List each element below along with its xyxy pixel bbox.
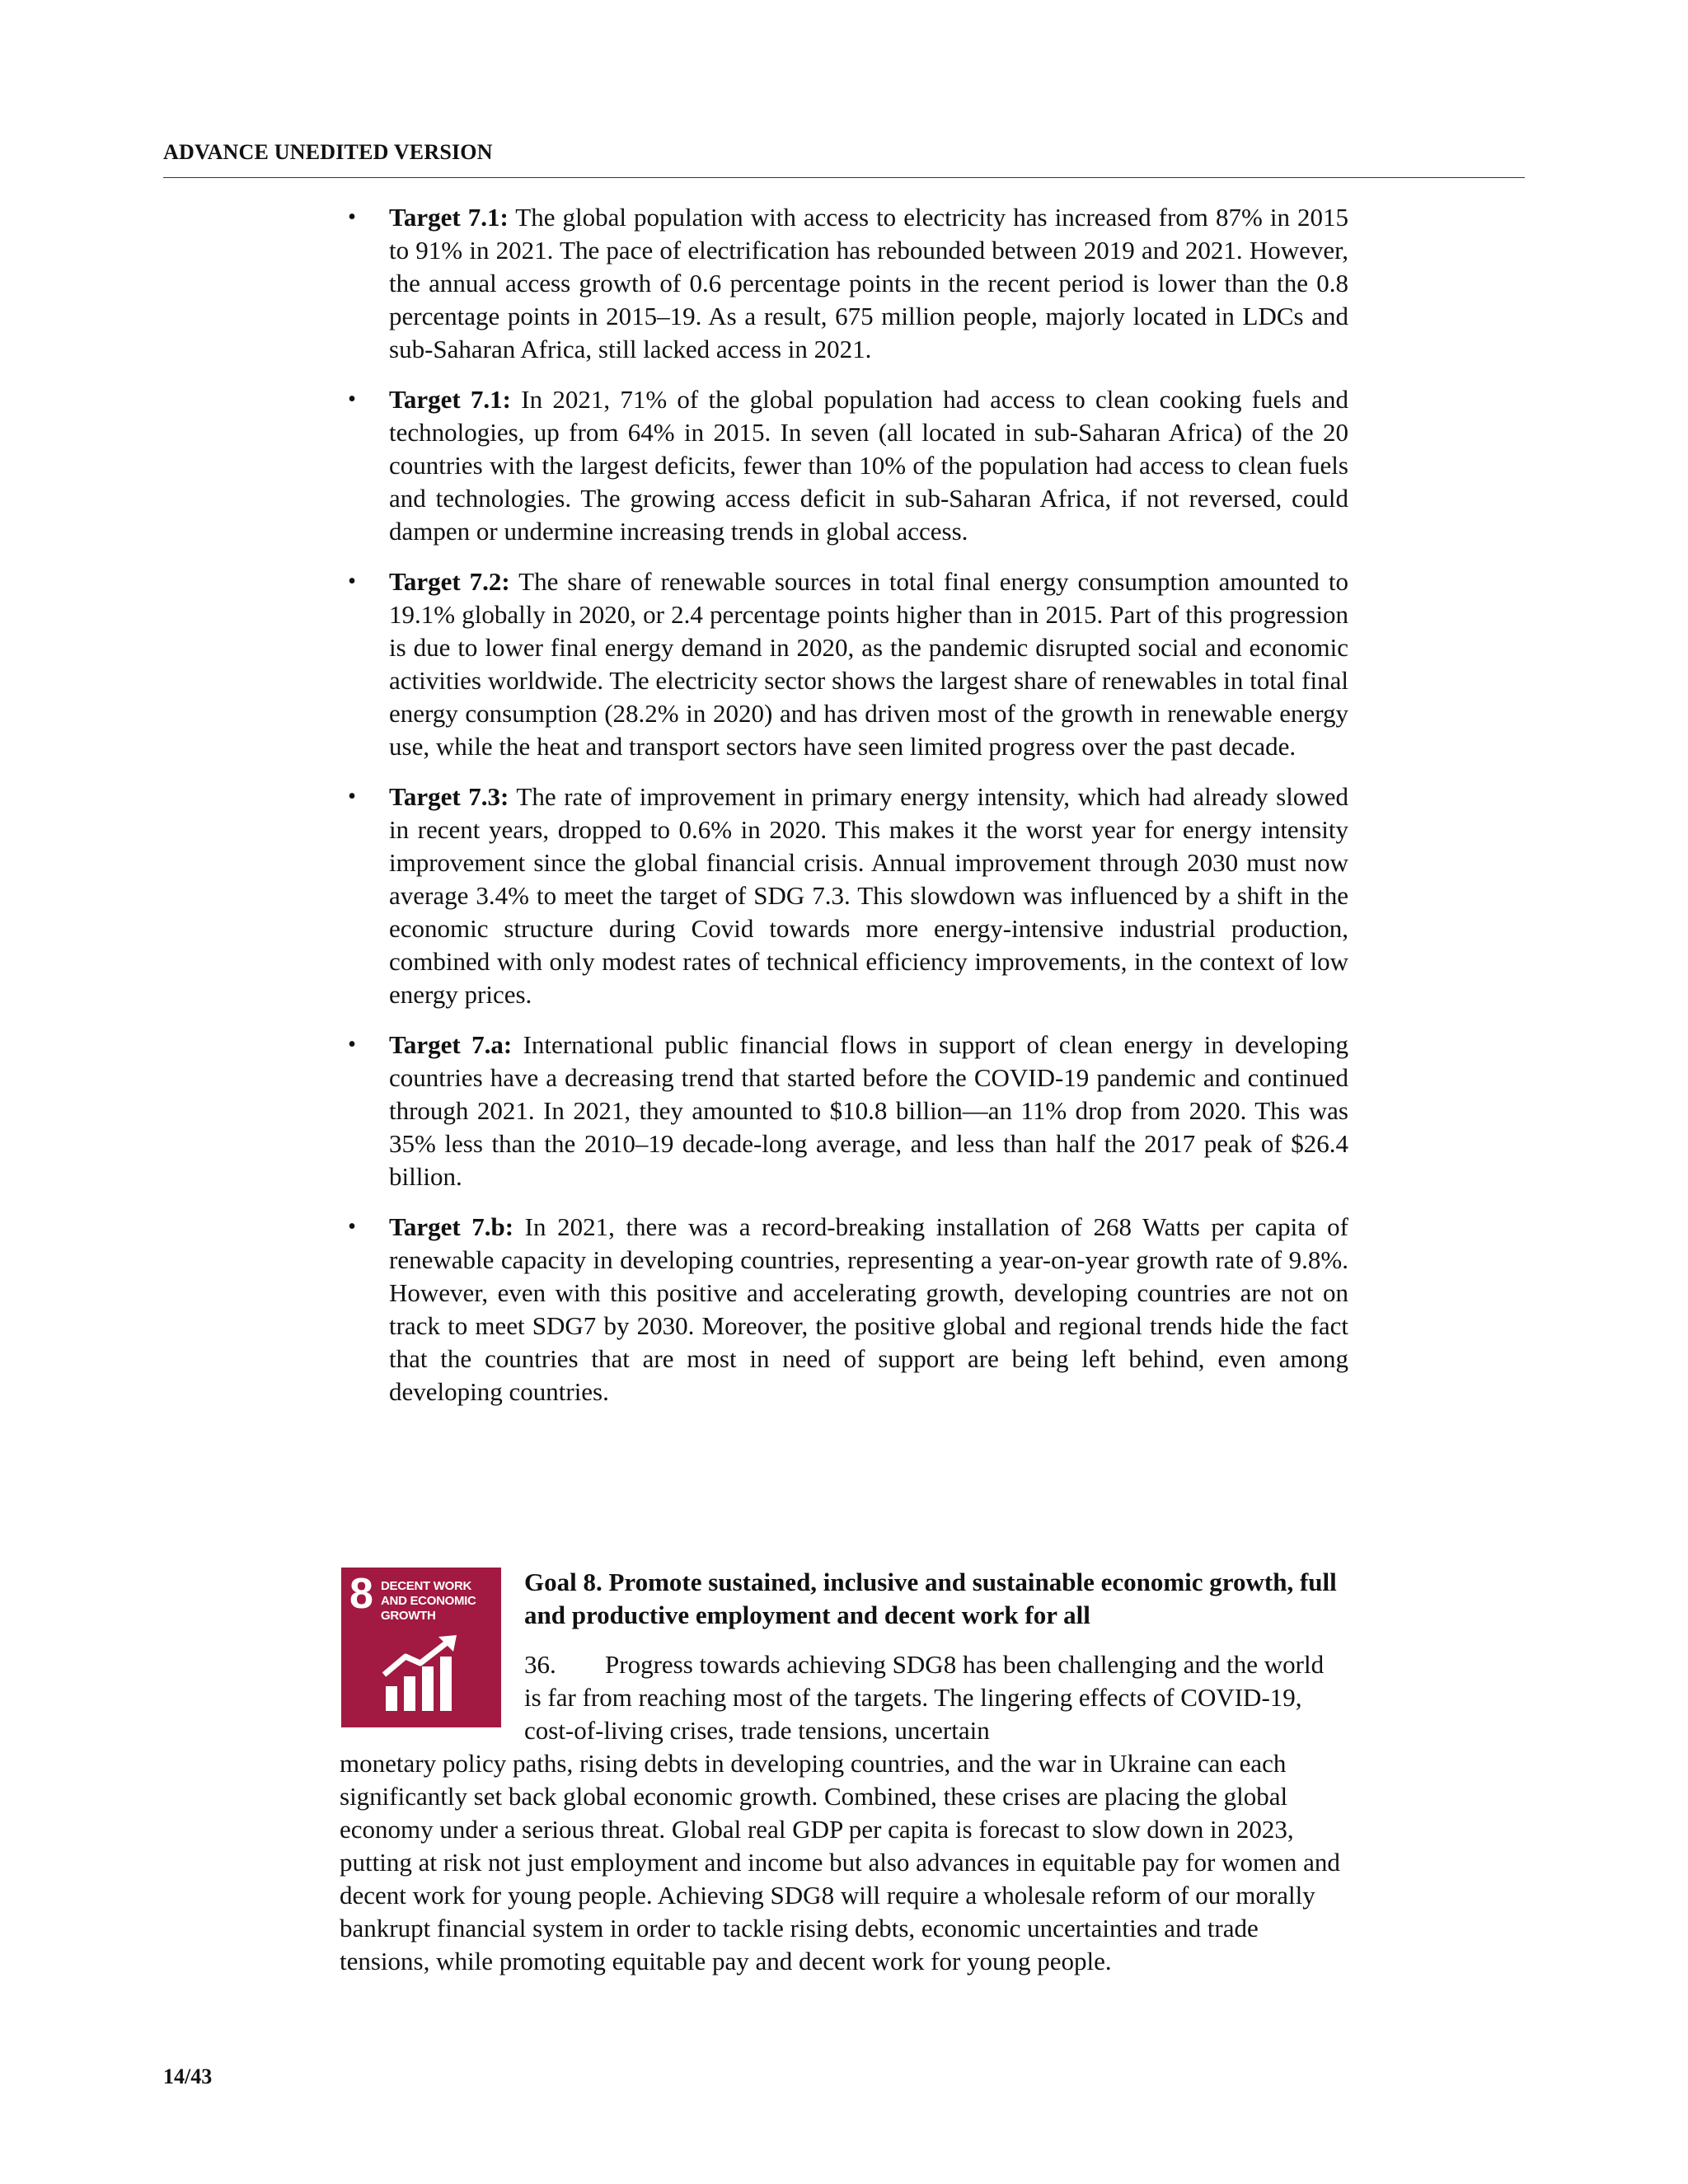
bullet-dot-icon: • xyxy=(348,1032,356,1057)
target-text: International public financial flows in support of clean energy in developing countries have a decreasing trend that started before the COVID-19 pandemic and continued through 2021. In 2021, they amounted to $10.8 billion—an 11% drop from 2020. This was 35% less than the 2010–19 decade-long average, and less than half the 2017 peak of $26.4 billion. xyxy=(389,1030,1348,1191)
goal-8-paragraph xyxy=(340,1648,1347,1978)
target-text: The share of renewable sources in total final energy consumption amounted to 19.1% globally in 2020, or 2.4 percentage points higher than in 2015. Part of this progression is due to lower final energy demand in 2020, as the pandemic disrupted social and economic activities worldwide. The electricity sector shows the largest share of renewables in total final energy consumption (28.2% in 2020) and has driven most of the growth in renewable energy use, while the heat and transport sectors have seen limited progress over the past decade. xyxy=(389,567,1349,761)
target-label: Target 7.a: xyxy=(389,1030,513,1059)
bullet-item-target-7-1-electricity xyxy=(340,201,1348,366)
bullet-dot-icon: • xyxy=(348,569,356,594)
bullet-item-target-7-3 xyxy=(340,780,1348,1011)
target-text: The rate of improvement in primary energy intensity, which had already slowed in recent years, dropped to 0.6% in 2020. This makes it the worst year for energy intensity improvement since the global financial crisis. Annual improvement through 2030 must now average 3.4% to meet the target of SDG 7.3. This slowdown was influenced by a shift in the economic structure during Covid towards more energy-intensive industrial production, combined with only modest rates of technical efficiency improvements, in the context of low energy prices. xyxy=(389,782,1348,1009)
page-number: 14/43 xyxy=(163,2064,213,2088)
target-bullet-list xyxy=(340,201,1348,1426)
target-text: In 2021, there was a record-breaking installation of 268 Watts per capita of renewable capacity in developing countries, representing a year-on-year growth rate of 9.8%. However, even with this positive and accelerating growth, developing countries are not on track to meet SDG7 by 2030. Moreover, the positive global and regional trends hide the fact that the countries that are most in need of support are being left behind, even among developing countries. xyxy=(389,1212,1348,1406)
bullet-item-target-7-a xyxy=(340,1029,1348,1193)
bullet-dot-icon: • xyxy=(348,387,356,412)
target-label: Target 7.1: xyxy=(389,203,509,232)
goal-8-section xyxy=(340,1566,1347,1978)
bullet-dot-icon: • xyxy=(348,784,356,809)
target-label: Target 7.b: xyxy=(389,1212,514,1241)
paragraph-number: 36. xyxy=(524,1650,556,1679)
bullet-item-target-7-2 xyxy=(340,565,1348,763)
bullet-dot-icon: • xyxy=(348,204,356,230)
bullet-item-target-7-1-cooking xyxy=(340,383,1348,548)
target-label: Target 7.3: xyxy=(389,782,509,811)
paragraph-rest-text: monetary policy paths, rising debts in developing countries, and the war in Ukraine can each significantly set back global economic growth. Combined, these crises are placing the global economy under a serious threat. Global real GDP per capita is forecast to slow down in 2023, putting at risk not just employment and income but also advances in equitable pay for women and decent work for young people. Achieving SDG8 will require a wholesale reform of our morally bankrupt financial system in order to tackle rising debts, economic uncertainties and trade tensions, while promoting equitable pay and decent work for young people. xyxy=(340,1749,1340,1975)
header-rule xyxy=(163,177,1525,178)
goal-icon-number: 8 xyxy=(349,1570,373,1618)
target-label: Target 7.2: xyxy=(389,567,510,596)
target-text: In 2021, 71% of the global population had access to clean cooking fuels and technologies, up from 64% in 2015. In seven (all located in sub-Saharan Africa) of the 20 countries with the largest deficits, fewer than 10% of the population had access to clean fuels and technologies. The growing access deficit in sub-Saharan Africa, if not reversed, could dampen or undermine increasing trends in global access. xyxy=(389,385,1348,546)
goal-8-paragraph-lead-block xyxy=(524,1648,1347,1747)
goal-icon-text: DECENT WORK AND ECONOMIC GROWTH xyxy=(381,1579,476,1623)
bullet-item-target-7-b xyxy=(340,1211,1348,1408)
paragraph-lead-text: Progress towards achieving SDG8 has been challenging and the world is far from reaching most of the targets. The lingering effects of COVID-19, cost-of-living crises, trade tensions, uncertain xyxy=(524,1650,1325,1745)
goal-8-title: Goal 8. Promote sustained, inclusive and sustainable economic growth, full and productive employment and decent work for all xyxy=(524,1568,1337,1629)
bullet-dot-icon: • xyxy=(348,1214,356,1240)
target-text: The global population with access to electricity has increased from 87% in 2015 to 91% in 2021. The pace of electrification has rebounded between 2019 and 2021. However, the annual access growth of 0.6 percentage points in the recent period is lower than the 0.8 percentage points in 2015–19. As a result, 675 million people, majorly located in LDCs and sub-Saharan Africa, still lacked access in 2021. xyxy=(389,203,1348,363)
target-label: Target 7.1: xyxy=(389,385,511,414)
document-header: ADVANCE UNEDITED VERSION xyxy=(163,140,493,164)
